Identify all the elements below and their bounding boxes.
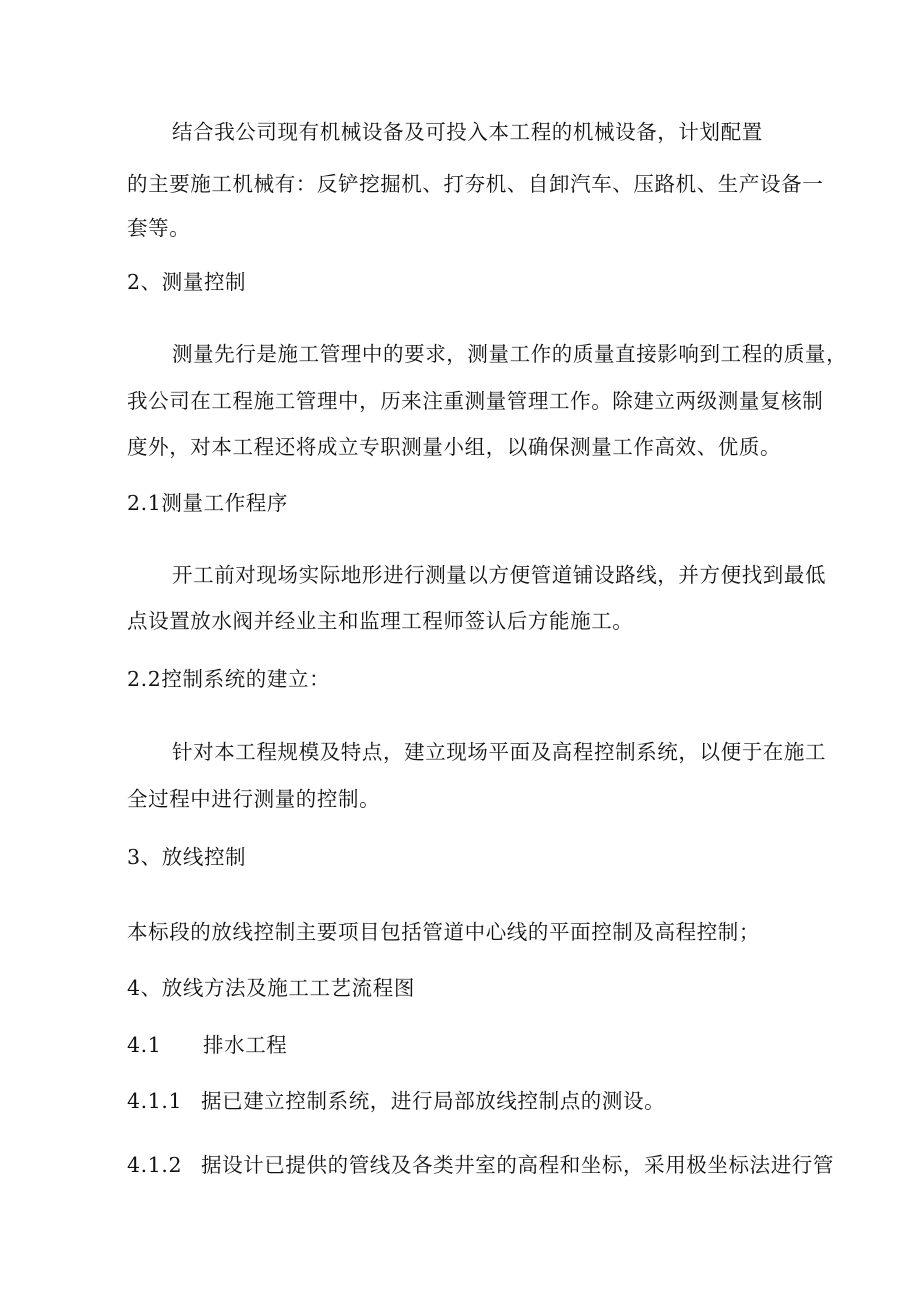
- heading-measurement-procedure: 2.1测量工作程序: [127, 491, 289, 515]
- para1-line-3: 套等。: [127, 216, 191, 240]
- para4-line-2: 全过程中进行测量的控制。: [127, 787, 381, 811]
- para5: 本标段的放线控制主要项目包括管道中心线的平面控制及高程控制；: [127, 920, 760, 944]
- para3-line-2: 点设置放水阀并经业主和监理工程师签认后方能施工。: [127, 609, 634, 633]
- heading-text: 排水工程: [203, 1033, 288, 1057]
- heading-control-system: 2.2控制系统的建立：: [127, 667, 331, 691]
- para1-line-1: 结合我公司现有机械设备及可投入本工程的机械设备，计划配置: [172, 120, 763, 144]
- item-4-1-1: [127, 1087, 665, 1115]
- heading-layout-method: 4、放线方法及施工工艺流程图: [127, 976, 415, 1000]
- para2-line-2: 我公司在工程施工管理中，历来注重测量管理工作。除建立两级测量复核制: [127, 389, 824, 413]
- item-text: 据已建立控制系统，进行局部放线控制点的测设。: [201, 1089, 666, 1113]
- heading-number: 4.1: [127, 1033, 162, 1057]
- item-number: 4.1.2: [127, 1153, 183, 1177]
- item-number: 4.1.1: [127, 1089, 183, 1113]
- para3-line-1: 开工前对现场实际地形进行测量以方便管道铺设路线，并方便找到最低: [172, 563, 827, 587]
- heading-measurement-control: 2、测量控制: [127, 270, 247, 294]
- para4-line-1: 针对本工程规模及特点，建立现场平面及高程控制系统，以便于在施工: [172, 740, 827, 764]
- heading-drainage-works: [127, 1031, 287, 1059]
- item-4-1-2: [127, 1151, 834, 1179]
- para2-line-1: 测量先行是施工管理中的要求，测量工作的质量直接影响到工程的质量，: [172, 342, 848, 366]
- item-text: 据设计已提供的管线及各类井室的高程和坐标，采用极坐标法进行管: [201, 1153, 834, 1177]
- para2-line-3: 度外，对本工程还将成立专职测量小组，以确保测量工作高效、优质。: [127, 435, 782, 459]
- para1-line-2: 的主要施工机械有：反铲挖掘机、打夯机、自卸汽车、压路机、生产设备一: [127, 172, 824, 196]
- heading-layout-control: 3、放线控制: [127, 845, 247, 869]
